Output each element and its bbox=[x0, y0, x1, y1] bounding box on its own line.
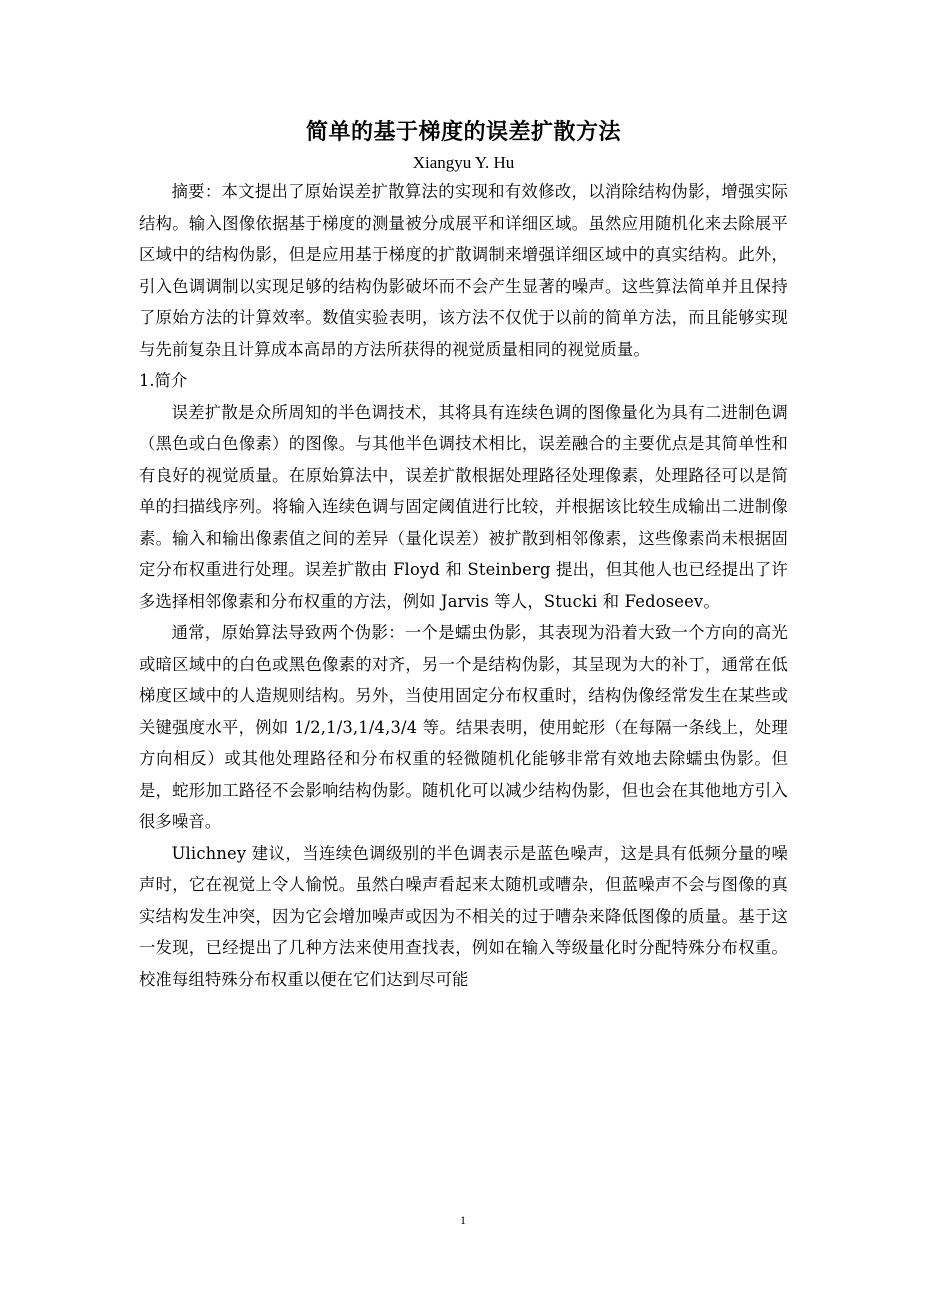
section-heading-introduction: 1.简介 bbox=[139, 371, 188, 390]
page-number: 1 bbox=[460, 1213, 466, 1227]
paper-title: 简单的基于梯度的误差扩散方法 bbox=[305, 120, 621, 145]
body-paragraph: 误差扩散是众所周知的半色调技术，其将具有连续色调的图像量化为具有二进制色调（黑色或白色像素）的图像。与其他半色调技术相比，误差融合的主要优点是其简单性和有良好的视觉质量。在原始算法中，误差扩散根据处理路径处理像素，处理路径可以是简单的扫描线序列。将输入连续色调与固定阈值进行比较，并根据该比较生成输出二进制像素。输入和输出像素值之间的差异（量化误差）被扩散到相邻像素，这些像素尚未根据固定分布权重进行处理。误差扩散由 Floyd 和 Steinberg 提出，但其他人也已经提出了许多选择相邻像素和分布权重的方法，例如 Jarvis 等人，Stucki 和 Fedoseev。 bbox=[139, 402, 788, 611]
body-paragraph: Ulichney 建议，当连续色调级别的半色调表示是蓝色噪声，这是具有低频分量的噪声时，它在视觉上令人愉悦。虽然白噪声看起来太随机或嘈杂，但蓝噪声不会与图像的真实结构发生冲突，因为它会增加噪声或因为不相关的过于嘈杂来降低图像的质量。基于这一发现，已经提出了几种方法来使用查找表，例如在输入等级量化时分配特殊分布权重。校准每组特殊分布权重以便在它们达到尽可能 bbox=[139, 843, 788, 989]
page-content bbox=[139, 116, 788, 995]
abstract-paragraph: 摘要：本文提出了原始误差扩散算法的实现和有效修改，以消除结构伪影，增强实际结构。输入图像依据基于梯度的测量被分成展平和详细区域。虽然应用随机化来去除展平区域中的结构伪影，但是应用基于梯度的扩散调制来增强详细区域中的真实结构。此外，引入色调调制以实现足够的结构伪影破坏而不会产生显著的噪声。这些算法简单并且保持了原始方法的计算效率。数值实验表明，该方法不仅优于以前的简单方法，而且能够实现与先前复杂且计算成本高昂的方法所获得的视觉质量相同的视觉质量。 bbox=[139, 182, 788, 359]
body-paragraph: 通常，原始算法导致两个伪影：一个是蠕虫伪影，其表现为沿着大致一个方向的高光或暗区域中的白色或黑色像素的对齐，另一个是结构伪影，其呈现为大的补丁，通常在低梯度区域中的人造规则结构。另外，当使用固定分布权重时，结构伪像经常发生在某些或关键强度水平，例如 1/2,1/3,1/4,3/4 等。结果表明，使用蛇形（在每隔一条线上，处理方向相反）或其他处理路径和分布权重的轻微随机化能够非常有效地去除蠕虫伪影。但是，蛇形加工路径不会影响结构伪影。随机化可以减少结构伪影，但也会在其他地方引入很多噪音。 bbox=[139, 623, 788, 831]
paper-author: Xiangyu Y. Hu bbox=[412, 153, 515, 172]
